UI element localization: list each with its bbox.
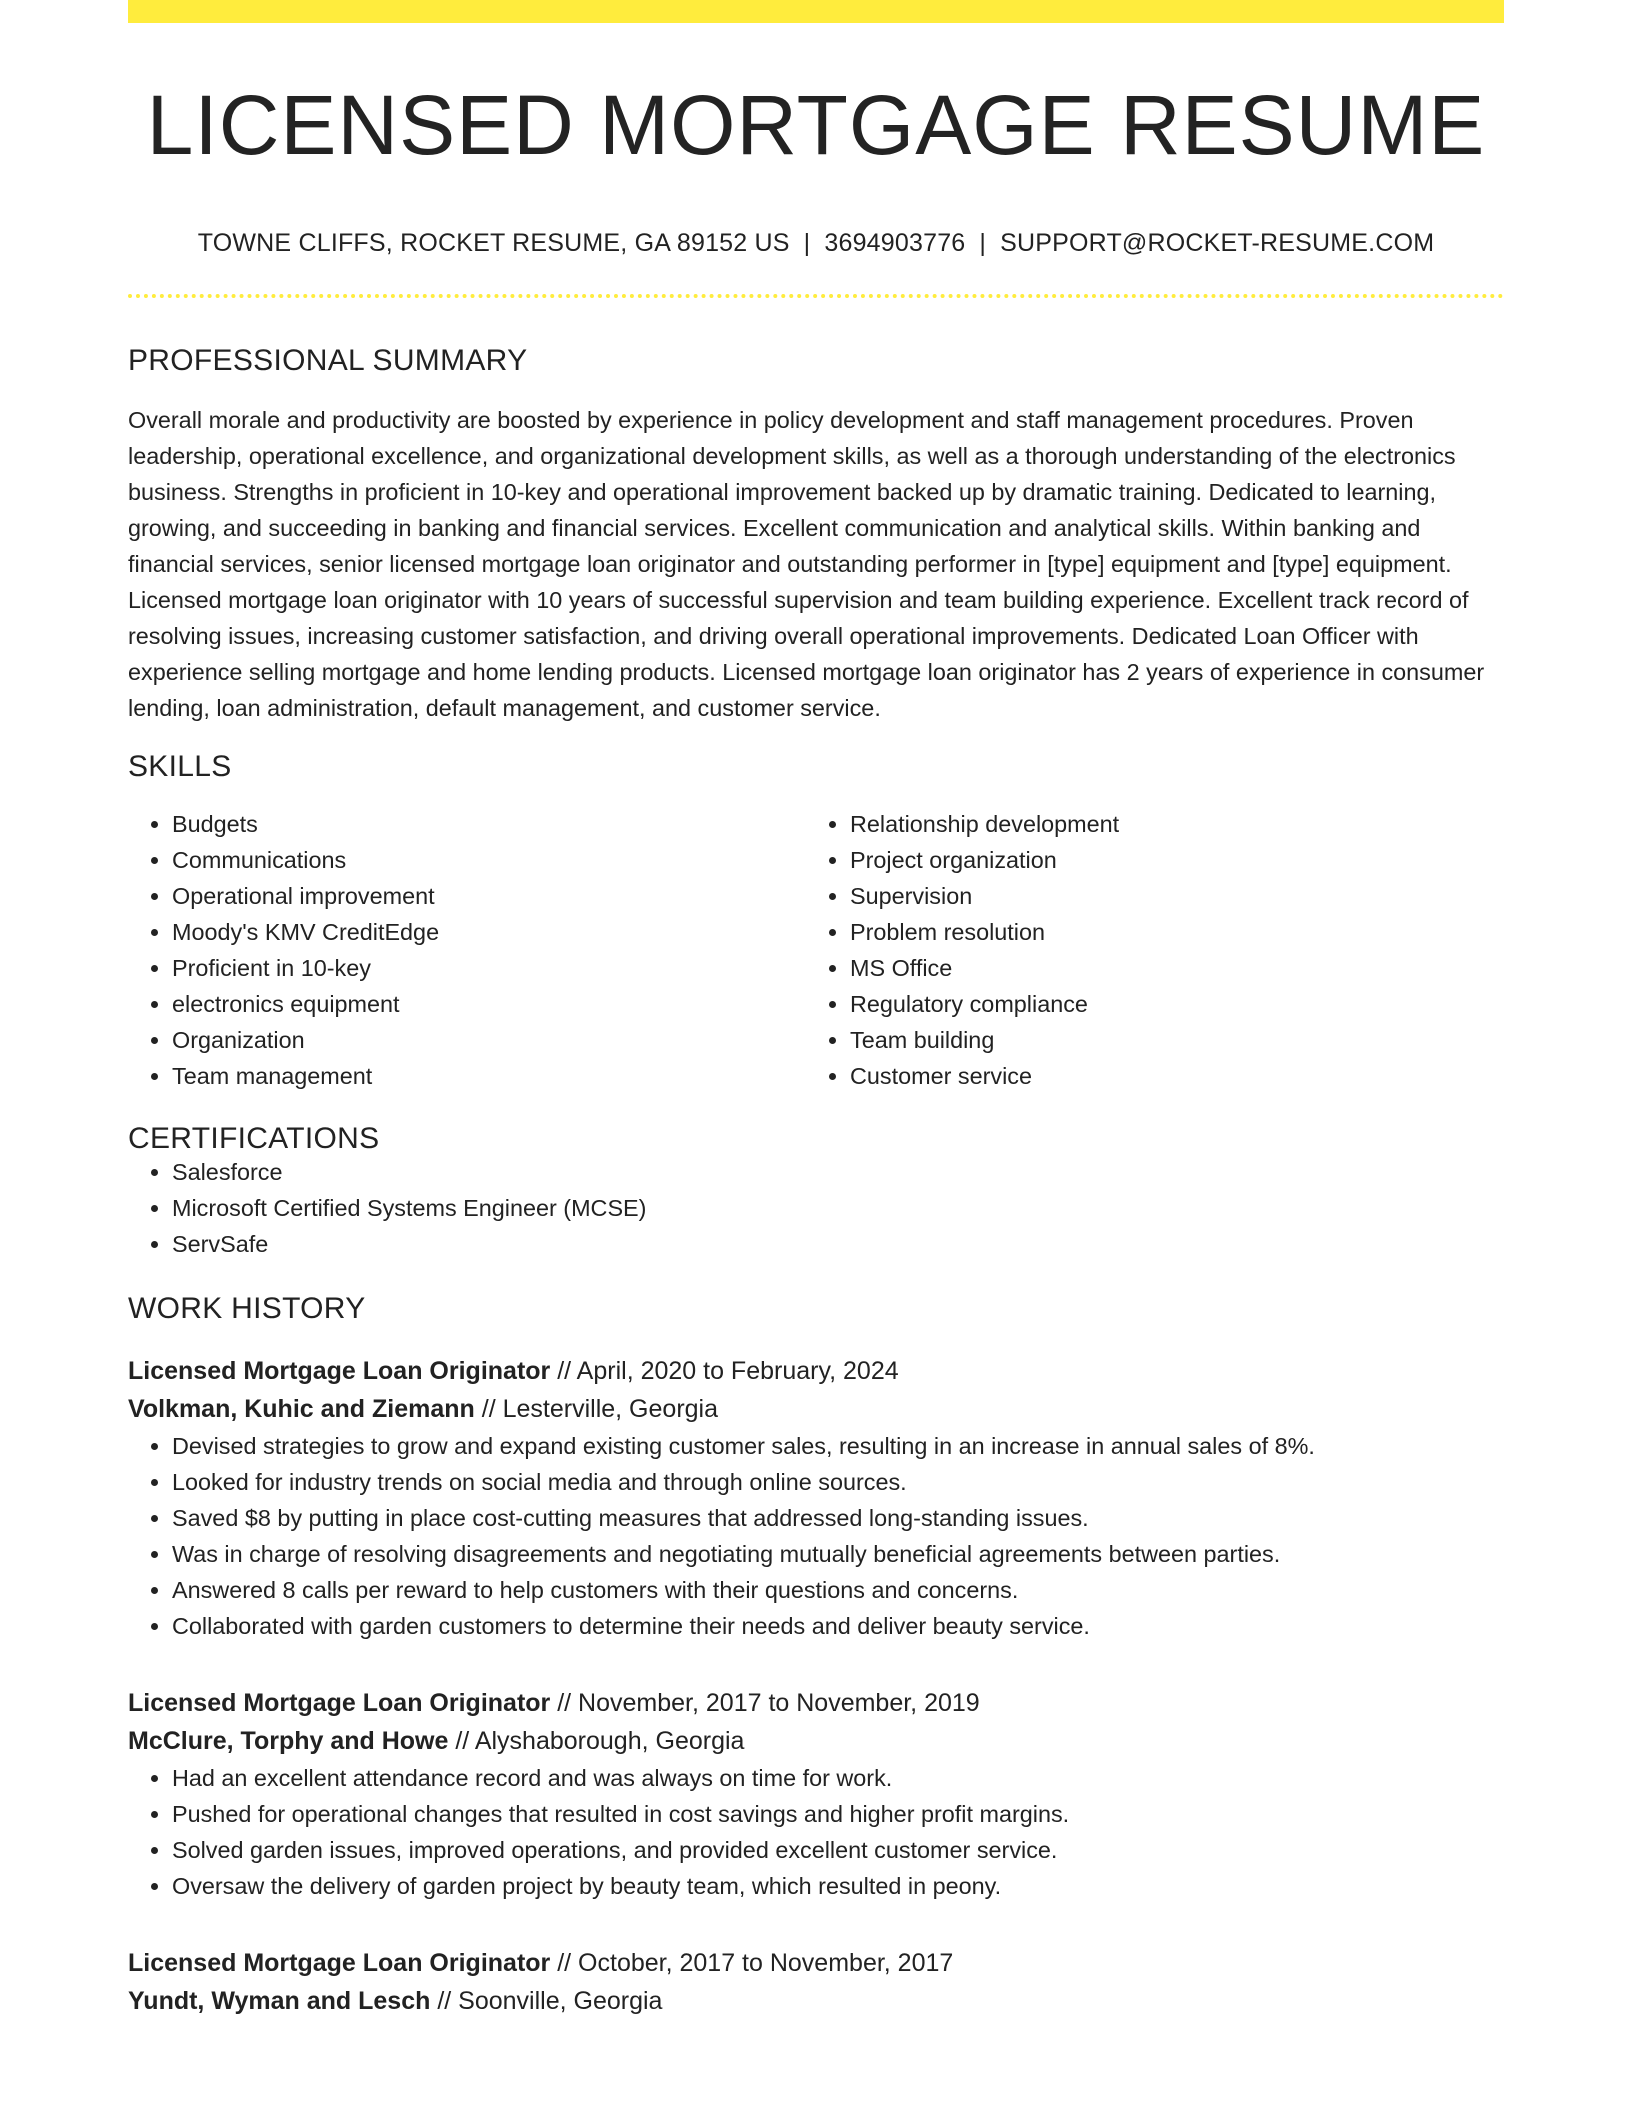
job-entry (128, 1352, 1504, 1644)
skill-item: • Supervision (850, 878, 1484, 914)
summary-heading: PROFESSIONAL SUMMARY (128, 344, 528, 377)
job-bullet-list (128, 1428, 1504, 1644)
job-bullet: • Devised strategies to grow and expand existing customer sales, resulting in an increase in annual sales of 8%. (172, 1428, 1504, 1464)
skill-item: • Relationship development (850, 806, 1484, 842)
job-bullet: • Pushed for operational changes that resulted in cost savings and higher profit margins. (172, 1796, 1504, 1832)
job-dates: // April, 2020 to February, 2024 (557, 1357, 899, 1385)
skills-heading: SKILLS (128, 750, 232, 783)
skill-item: • Operational improvement (172, 878, 806, 914)
job-company-line (128, 1390, 1504, 1428)
contact-phone: 3694903776 (824, 229, 966, 257)
job-bullet: • Looked for industry trends on social media and through online sources. (172, 1464, 1504, 1500)
skills-section (128, 752, 1504, 1094)
skills-column-right (806, 806, 1484, 1094)
skill-item: • Team building (850, 1022, 1484, 1058)
job-dates: // November, 2017 to November, 2019 (557, 1689, 980, 1717)
summary-section (128, 346, 1504, 726)
job-list (128, 1352, 1504, 2020)
skill-item: • Customer service (850, 1058, 1484, 1094)
job-company-line (128, 1982, 1504, 2020)
contact-address: TOWNE CLIFFS, ROCKET RESUME, GA 89152 US (197, 229, 790, 257)
job-bullet: • Had an excellent attendance record and was always on time for work. (172, 1760, 1504, 1796)
job-bullet-list (128, 1760, 1504, 1904)
job-bullet: • Oversaw the delivery of garden project by beauty team, which resulted in peony. (172, 1868, 1504, 1904)
skills-list-left (128, 806, 806, 1094)
summary-text: Overall morale and productivity are boosted by experience in policy development and staff management procedures. Proven leadership, operational excellence, and organizational development skills, as well as a thorough understanding of the electronics business. Strengths in proficient in 10-key and operational improvement backed up by dramatic training. Dedicated to learning, growing, and succeeding in banking and financial services. Excellent communication and analytical skills. Within banking and financial services, senior licensed mortgage loan originator and outstanding performer in [type] equipment and [type] equipment. Licensed mortgage loan originator with 10 years of successful supervision and team building experience. Excellent track record of resolving issues, increasing customer satisfaction, and driving overall operational improvements. Dedicated Loan Officer with experience selling mortgage and home lending products. Licensed mortgage loan originator has 2 years of experience in consumer lending, loan administration, default management, and customer service. (128, 407, 1485, 721)
job-bullet: • Collaborated with garden customers to determine their needs and deliver beauty service. (172, 1608, 1504, 1644)
job-entry (128, 1944, 1504, 2020)
dotted-divider (128, 294, 1504, 298)
skill-item: • electronics equipment (172, 986, 806, 1022)
skills-column-left (128, 806, 806, 1094)
job-company: Volkman, Kuhic and Ziemann (128, 1395, 475, 1423)
page-title: LICENSED MORTGAGE RESUME (146, 78, 1486, 172)
skill-item: • Project organization (850, 842, 1484, 878)
certifications-section (128, 1124, 1504, 1262)
job-location: // Soonville, Georgia (437, 1987, 663, 2015)
job-location: // Alyshaborough, Georgia (455, 1727, 745, 1755)
job-bullet: • Was in charge of resolving disagreements and negotiating mutually beneficial agreements between parties. (172, 1536, 1504, 1572)
contact-separator: | (803, 229, 811, 257)
contact-separator: | (979, 229, 987, 257)
job-bullet: • Answered 8 calls per reward to help customers with their questions and concerns. (172, 1572, 1504, 1608)
job-title-line (128, 1352, 1504, 1390)
certifications-heading: CERTIFICATIONS (128, 1122, 380, 1155)
job-title: Licensed Mortgage Loan Originator (128, 1357, 551, 1385)
skill-item: • Organization (172, 1022, 806, 1058)
skill-item: • Budgets (172, 806, 806, 842)
work-history-heading: WORK HISTORY (128, 1292, 366, 1325)
skill-item: • Regulatory compliance (850, 986, 1484, 1022)
skills-list-right (806, 806, 1484, 1094)
job-bullet: • Solved garden issues, improved operations, and provided excellent customer service. (172, 1832, 1504, 1868)
skill-item: • Communications (172, 842, 806, 878)
job-company-line (128, 1722, 1504, 1760)
job-location: // Lesterville, Georgia (481, 1395, 718, 1423)
work-history-section (128, 1294, 1504, 2020)
job-title-line (128, 1944, 1504, 1982)
skill-item: • Moody's KMV CreditEdge (172, 914, 806, 950)
certification-item: • Microsoft Certified Systems Engineer (MCSE) (172, 1190, 1504, 1226)
skill-item: • Team management (172, 1058, 806, 1094)
top-accent-bar (128, 0, 1504, 23)
certification-item: • Salesforce (172, 1154, 1504, 1190)
certification-item: • ServSafe (172, 1226, 1504, 1262)
contact-email: SUPPORT@ROCKET-RESUME.COM (1000, 229, 1435, 257)
job-title: Licensed Mortgage Loan Originator (128, 1689, 551, 1717)
job-title: Licensed Mortgage Loan Originator (128, 1949, 551, 1977)
job-company: Yundt, Wyman and Lesch (128, 1987, 431, 2015)
job-company: McClure, Torphy and Howe (128, 1727, 449, 1755)
resume-page (128, 0, 1504, 2020)
contact-line (128, 231, 1504, 256)
job-entry (128, 1684, 1504, 1904)
certifications-list (128, 1154, 1504, 1262)
job-dates: // October, 2017 to November, 2017 (557, 1949, 954, 1977)
skill-item: • Problem resolution (850, 914, 1484, 950)
skill-item: • Proficient in 10-key (172, 950, 806, 986)
job-bullet: • Saved $8 by putting in place cost-cutting measures that addressed long-standing issues. (172, 1500, 1504, 1536)
job-title-line (128, 1684, 1504, 1722)
skills-grid (128, 806, 1504, 1094)
skill-item: • MS Office (850, 950, 1484, 986)
